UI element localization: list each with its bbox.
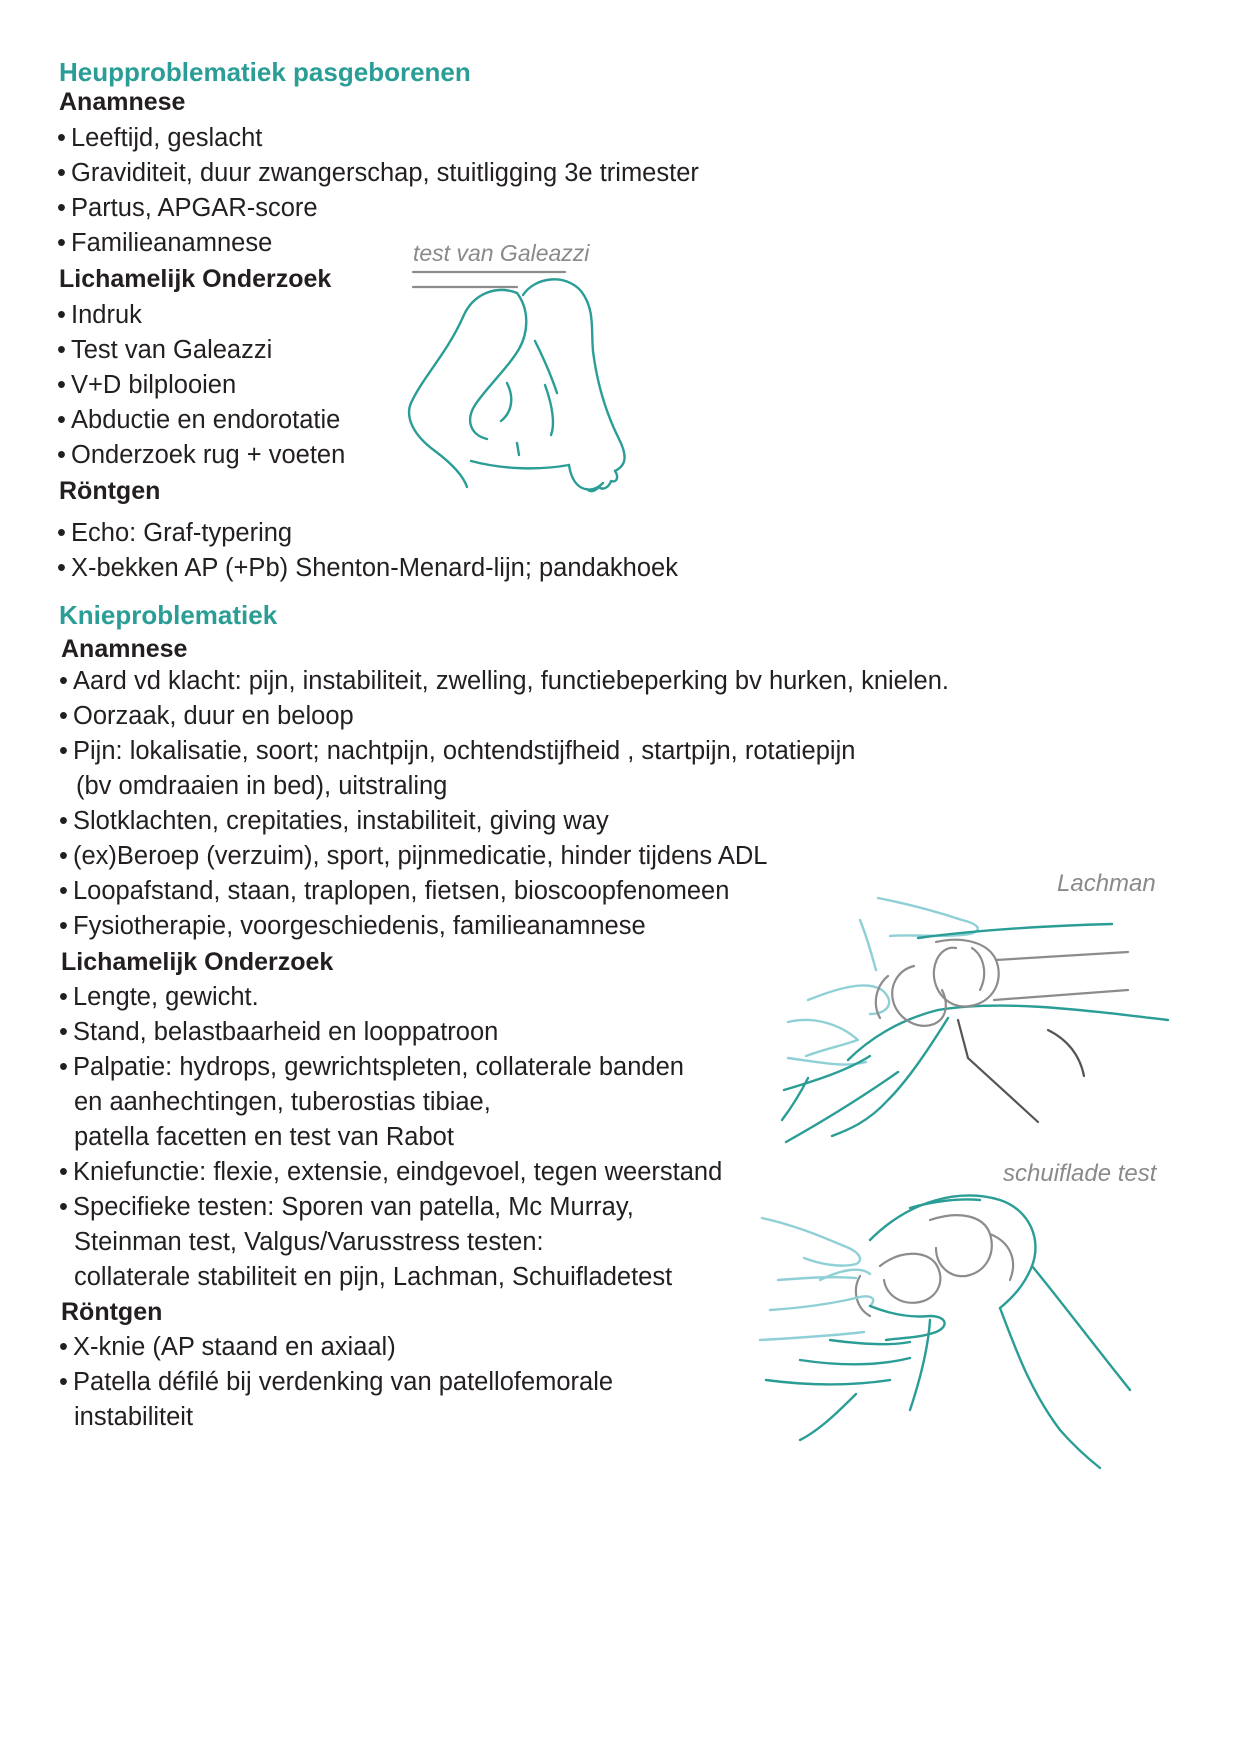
list-item-text: Palpatie: hydrops, gewrichtspleten, collaterale banden — [73, 1053, 684, 1081]
list-item-text: Oorzaak, duur en beloop — [73, 702, 354, 730]
bullet: • — [57, 194, 66, 222]
list-item — [59, 1195, 634, 1221]
list-item-continuation: collaterale stabiliteit en pijn, Lachman, Schuifladetest — [74, 1263, 673, 1291]
bullet: • — [59, 1053, 68, 1081]
knee-onderzoek-heading: Lichamelijk Onderzoek — [61, 948, 334, 976]
knee-section-title: Knieproblematiek — [59, 600, 278, 630]
galeazzi-illustration — [405, 265, 645, 495]
drawer-test-caption: schuiflade test — [1003, 1160, 1157, 1187]
list-item-text: Pijn: lokalisatie, soort; nachtpijn, ochtendstijfheid , startpijn, rotatiepijn — [73, 737, 856, 765]
infant-legs-drawing — [409, 279, 625, 491]
galeazzi-caption: test van Galeazzi — [413, 240, 590, 266]
list-item — [57, 443, 345, 469]
list-item — [59, 844, 767, 870]
list-item-text: Familieanamnese — [71, 229, 273, 257]
list-item-text: Lengte, gewicht. — [73, 983, 259, 1011]
knee-anamnese-heading: Anamnese — [61, 635, 188, 663]
list-item — [59, 985, 259, 1011]
bullet: • — [59, 737, 68, 765]
hip-anamnese-heading: Anamnese — [59, 88, 186, 116]
list-item — [57, 521, 292, 547]
list-item-text: Leeftijd, geslacht — [71, 124, 263, 152]
list-item-text: Test van Galeazzi — [71, 336, 273, 364]
list-item-text: Onderzoek rug + voeten — [71, 441, 346, 469]
bullet: • — [57, 229, 66, 257]
list-item-text: Specifieke testen: Sporen van patella, Mc Murray, — [73, 1193, 634, 1221]
list-item-text: Patella défilé bij verdenking van patellofemorale — [73, 1368, 614, 1396]
bullet: • — [59, 667, 68, 695]
bullet: • — [57, 406, 66, 434]
bullet: • — [59, 702, 68, 730]
hip-rontgen-heading: Röntgen — [59, 477, 161, 505]
list-item-text: Fysiotherapie, voorgeschiedenis, familieanamnese — [73, 912, 646, 940]
bullet: • — [57, 124, 66, 152]
bullet: • — [57, 159, 66, 187]
list-item — [59, 914, 646, 940]
list-item-continuation: Steinman test, Valgus/Varusstress testen: — [74, 1228, 544, 1256]
bullet: • — [57, 554, 66, 582]
list-item — [59, 1370, 613, 1396]
list-item — [59, 669, 949, 695]
bullet: • — [57, 336, 66, 364]
bullet: • — [59, 1193, 68, 1221]
list-item — [57, 338, 272, 364]
list-item — [59, 739, 855, 765]
list-item — [57, 126, 262, 152]
list-item-continuation: (bv omdraaien in bed), uitstraling — [76, 772, 448, 800]
list-item — [59, 1335, 396, 1361]
list-item — [59, 1020, 498, 1046]
list-item — [57, 196, 318, 222]
list-item-text: Kniefunctie: flexie, extensie, eindgevoel, tegen weerstand — [73, 1158, 723, 1186]
bullet: • — [59, 1333, 68, 1361]
bullet: • — [57, 441, 66, 469]
bullet: • — [57, 371, 66, 399]
list-item-text: Loopafstand, staan, traplopen, fietsen, bioscoopfenomeen — [73, 877, 730, 905]
lachman-illustration — [748, 890, 1178, 1150]
list-item — [57, 303, 142, 329]
list-item-continuation: en aanhechtingen, tuberostias tibiae, — [74, 1088, 491, 1116]
list-item — [57, 373, 236, 399]
list-item-text: Aard vd klacht: pijn, instabiliteit, zwelling, functiebeperking bv hurken, knielen. — [73, 667, 949, 695]
bullet: • — [57, 301, 66, 329]
list-item-text: Graviditeit, duur zwangerschap, stuitligging 3e trimester — [71, 159, 699, 187]
bullet: • — [59, 1018, 68, 1046]
list-item-text: Abductie en endorotatie — [71, 406, 341, 434]
hip-section-title: Heupproblematiek pasgeborenen — [59, 57, 471, 87]
lachman-caption: Lachman — [1057, 870, 1156, 897]
bullet: • — [59, 912, 68, 940]
list-item — [59, 1160, 722, 1186]
list-item — [59, 809, 609, 835]
drawer-test-drawing — [760, 1196, 1130, 1468]
bullet: • — [59, 1158, 68, 1186]
bullet: • — [59, 807, 68, 835]
list-item-text: Echo: Graf-typering — [71, 519, 293, 547]
list-item-text: V+D bilplooien — [71, 371, 237, 399]
bullet: • — [59, 1368, 68, 1396]
bullet: • — [59, 842, 68, 870]
list-item-text: Slotklachten, crepitaties, instabiliteit, giving way — [73, 807, 609, 835]
bullet: • — [59, 983, 68, 1011]
bullet: • — [59, 877, 68, 905]
lachman-drawing — [782, 898, 1168, 1142]
list-item-continuation: patella facetten en test van Rabot — [74, 1123, 454, 1151]
list-item — [57, 231, 272, 257]
list-item-text: Partus, APGAR-score — [71, 194, 318, 222]
list-item — [57, 408, 340, 434]
list-item-text: Stand, belastbaarheid en looppatroon — [73, 1018, 499, 1046]
list-item — [57, 556, 678, 582]
bullet: • — [57, 519, 66, 547]
hip-onderzoek-heading: Lichamelijk Onderzoek — [59, 265, 332, 293]
drawer-test-illustration — [760, 1180, 1180, 1470]
list-item — [59, 704, 354, 730]
knee-rontgen-heading: Röntgen — [61, 1298, 163, 1326]
list-item — [59, 879, 729, 905]
list-item-text: (ex)Beroep (verzuim), sport, pijnmedicatie, hinder tijdens ADL — [73, 842, 768, 870]
list-item-text: Indruk — [71, 301, 142, 329]
list-item-text: X-bekken AP (+Pb) Shenton-Menard-lijn; pandakhoek — [71, 554, 678, 582]
list-item-continuation: instabiliteit — [74, 1403, 194, 1431]
list-item — [57, 161, 699, 187]
list-item-text: X-knie (AP staand en axiaal) — [73, 1333, 396, 1361]
list-item — [59, 1055, 684, 1081]
